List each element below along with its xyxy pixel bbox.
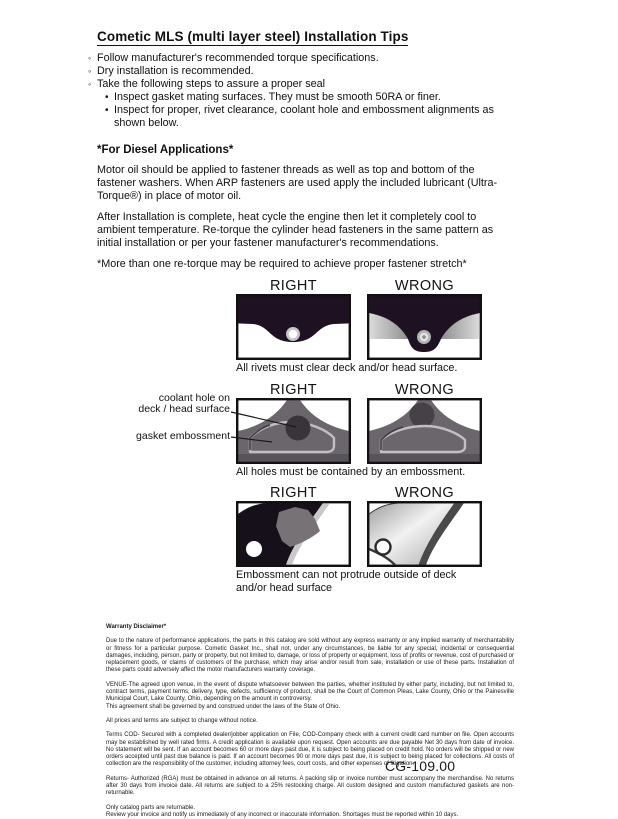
diagram-row-holes: [136, 381, 482, 479]
legal-paragraph: All prices and terms are subject to change without notice.: [106, 717, 258, 724]
page-number: CG-109.00: [385, 758, 456, 774]
filled-bullet-icon: •: [105, 105, 109, 116]
legal-paragraph: VENUE-The agreed upon venue, in the event of dispute whatsoever between the parties, whether instituted by either party, including, but not limited to, contract terms, payment terms, delivery, type, defects, sufficiency of product, shall be the Court of Common Pleas, Lake County, Ohio or the Painesville Municipal Court, Lake County, Ohio, depending on the amount in controversy.: [106, 681, 514, 703]
tip-text: Take the following steps to assure a proper seal: [97, 78, 326, 90]
open-bullet-icon: ◦: [88, 53, 92, 63]
diagram-row-embossment: [236, 485, 482, 594]
right-label: RIGHT: [269, 485, 318, 501]
legal-paragraph: Terms COD- Secured with a completed dealer/jobber application on File, COD-Company check with a current credit card number on file. Open accounts may be established by well rated firms. A credit application is available upon request. Open accounts are due payable Net 30 days from date of invoice. No statement will be sent. If an account becomes 60 or more days past due, it is subject to being placed on credit hold. No orders will be shipped or new orders accepted until past due balance is paid. If an account becomes 90 or more days past due, it is subject to being placed for collections. All costs of collection are the responsibility of the customer, including attorney fees, court costs, and other expenses of litigation.: [106, 732, 514, 768]
legal-paragraph: This agreement shall be governed by and construed under the laws of the State of Ohio.: [106, 703, 341, 710]
tip-text: Inspect gasket mating surfaces. They must be smooth 50RA or finer.: [114, 91, 441, 103]
tip-text: Dry installation is recommended.: [97, 65, 254, 77]
coolant-hole-right-diagram: [236, 398, 351, 464]
embossment-right-diagram: [236, 501, 351, 567]
diagram-caption: Embossment can not protrude outside of deck and/or head surface: [236, 569, 457, 594]
wrong-label: WRONG: [394, 485, 455, 501]
right-label: RIGHT: [269, 381, 318, 398]
installation-tips-list: [88, 52, 527, 130]
legal-paragraph: Review your invoice and notify us immediately of any incorrect or inaccurate information. Shortages must be reported within 10 days.: [106, 811, 459, 818]
diesel-paragraph: Motor oil should be applied to fastener threads as well as top and bottom of the fastener washers. When ARP fasteners are used apply the included lubricant (Ultra-Torque®) in place of motor oil.: [97, 164, 498, 202]
warranty-disclaimer-heading: Warranty Disclaimer*: [106, 624, 167, 630]
open-bullet-icon: ◦: [88, 79, 92, 89]
list-sub-item: [105, 104, 527, 130]
diesel-applications-heading: *For Diesel Applications*: [97, 144, 234, 156]
legal-paragraph: Returns- Authorized (RGA) must be obtained in advance on all returns. A packing slip or invoice number must accompany the merchandise. No returns after 30 days from invoice date. All returns are subject to a 25% restocking charge. All custom designed and custom manufactured gaskets are non-returnable.: [106, 775, 514, 797]
list-item: [88, 65, 527, 78]
retorque-note: *More than one re-torque may be required to achieve proper fastener stretch*: [97, 258, 467, 270]
diagram-caption: All holes must be contained by an embossment.: [236, 465, 466, 478]
gasket-embossment-label: gasket embossment: [136, 429, 230, 442]
legal-paragraph: Only catalog parts are returnable.: [106, 804, 196, 811]
legal-paragraph: Due to the nature of performance applications, the parts in this catalog are sold without any express warranty or any implied warranty of merchantability or fitness for a particular purpose. Cometic Gasket Inc., shall not, under any circumstances, be liable for any special, incidental or consequential damages, including, person, party or property, but not limited to, damage, or loss of property or equipment, loss of profits or revenue, cost of purchased or replacement goods, or claims of customers of the purchase, which may arise and/or result from sale, installation or use of these parts. Installation of these parts could adversely affect the motor manufacturers warranty coverage.: [106, 638, 514, 674]
diagram-row-rivets: [236, 278, 482, 375]
diagram-caption: All rivets must clear deck and/or head surface.: [236, 362, 458, 374]
list-item: [88, 78, 527, 91]
warranty-disclaimer-section: [106, 624, 514, 819]
diesel-paragraph: After Installation is complete, heat cycle the engine then let it completely cool to ambient temperature. Re-torque the cylinder head fasteners in the same pattern as initial installation or per your fastener manufacturer's recommendations.: [97, 211, 494, 249]
list-sub-item: [105, 91, 527, 104]
tip-text: Inspect for proper, rivet clearance, coolant hole and embossment alignments as shown below.: [114, 104, 494, 129]
right-label: RIGHT: [269, 278, 318, 294]
rivet-wrong-diagram: [367, 294, 482, 360]
wrong-label: WRONG: [394, 381, 455, 398]
rivet-right-diagram: [236, 294, 351, 360]
coolant-hole-label: coolant hole on deck / head surface: [138, 391, 230, 415]
tip-text: Follow manufacturer's recommended torque specifications.: [97, 52, 379, 64]
embossment-wrong-diagram: [367, 501, 482, 567]
open-bullet-icon: ◦: [88, 66, 92, 76]
filled-bullet-icon: •: [105, 92, 109, 103]
main-content: [88, 28, 527, 819]
list-item: [88, 52, 527, 65]
page-title: Cometic MLS (multi layer steel) Installation Tips: [97, 29, 409, 44]
coolant-hole-wrong-diagram: [367, 398, 482, 464]
diagram-section: [136, 278, 482, 594]
wrong-label: WRONG: [394, 278, 455, 294]
